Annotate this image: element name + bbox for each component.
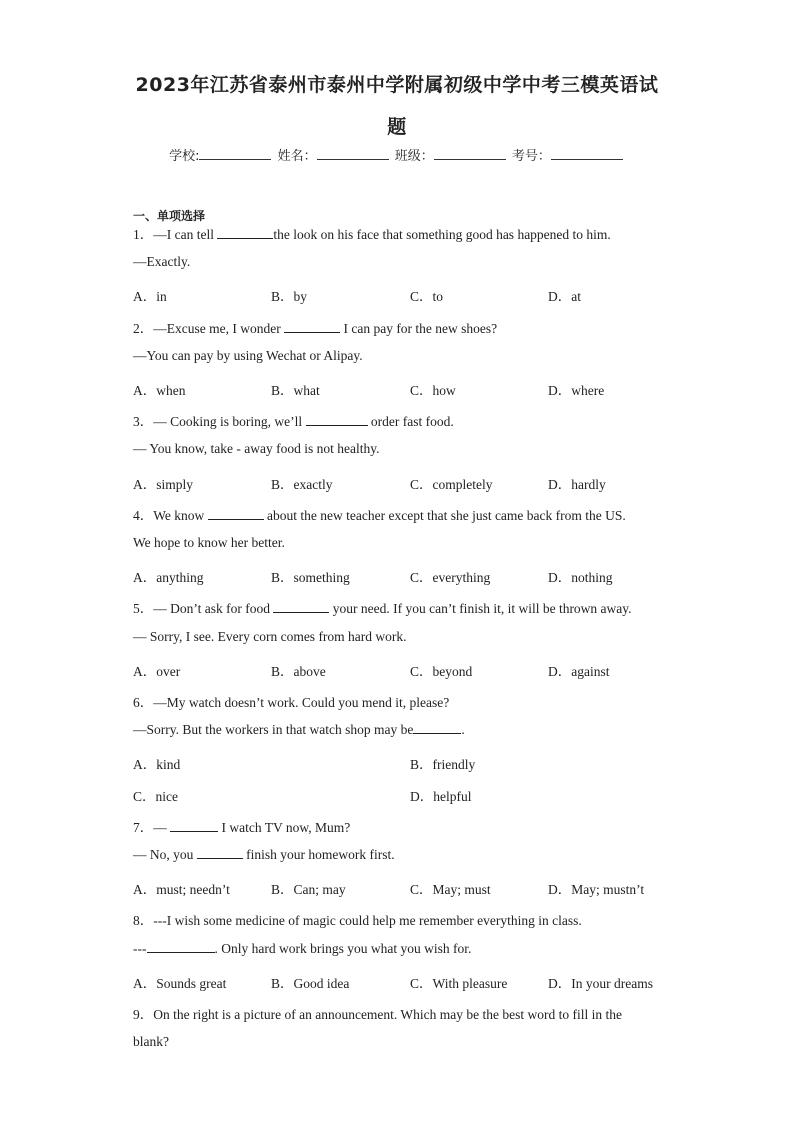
question-line xyxy=(133,254,190,270)
question-stem xyxy=(133,909,582,929)
question-text: — No, you xyxy=(133,847,197,862)
question-text: —Excuse me, I wonder xyxy=(153,321,285,336)
option-b[interactable]: B．above xyxy=(271,664,326,679)
question-text: --- xyxy=(133,941,147,956)
option-b[interactable]: B．Can; may xyxy=(271,882,346,897)
student-info-row xyxy=(0,145,794,164)
exam-number-field-label: 考号： xyxy=(511,149,551,164)
name-field-label: 姓名： xyxy=(277,149,317,164)
option-b[interactable]: B．exactly xyxy=(271,477,333,492)
option-c[interactable]: C．completely xyxy=(410,477,493,492)
option-c[interactable]: C．everything xyxy=(410,570,491,585)
question-line xyxy=(133,535,285,551)
option-a[interactable]: A．in xyxy=(133,289,167,304)
answer-blank[interactable] xyxy=(273,601,329,613)
question-line xyxy=(133,847,395,863)
question-number: 8． xyxy=(133,913,154,928)
option-b[interactable]: B．Good idea xyxy=(271,976,350,991)
name-field[interactable] xyxy=(317,147,389,160)
question-stem xyxy=(133,1003,622,1023)
question-stem xyxy=(133,317,497,337)
question-text: —You can pay by using Wechat or Alipay. xyxy=(133,348,363,363)
question-number: 3． xyxy=(133,414,154,429)
question-line xyxy=(133,629,407,645)
option-a[interactable]: A．anything xyxy=(133,570,204,585)
answer-blank[interactable] xyxy=(413,722,461,734)
question-text: I watch TV now, Mum? xyxy=(218,820,351,835)
question-number: 4． xyxy=(133,508,154,523)
question-stem xyxy=(133,410,454,430)
option-d[interactable]: D．hardly xyxy=(548,477,606,492)
option-a[interactable]: A．must; needn’t xyxy=(133,882,230,897)
option-b[interactable]: B．friendly xyxy=(410,757,476,772)
answer-blank[interactable] xyxy=(208,508,264,520)
question-text: ---I wish some medicine of magic could help me remember everything in class. xyxy=(153,913,582,928)
question-text: — xyxy=(153,820,171,835)
option-c[interactable]: C．May; must xyxy=(410,882,491,897)
question-text: —Sorry. But the workers in that watch shop may be xyxy=(133,722,414,737)
answer-blank[interactable] xyxy=(197,847,243,859)
question-text: . Only hard work brings you what you wish for. xyxy=(214,941,472,956)
question-line xyxy=(133,348,363,364)
question-text: I can pay for the new shoes? xyxy=(340,321,498,336)
class-field-label: 班级： xyxy=(394,149,434,164)
option-d[interactable]: D．at xyxy=(548,289,581,304)
question-stem xyxy=(133,816,350,836)
question-text: We know xyxy=(153,508,208,523)
question-number: 1． xyxy=(133,227,154,242)
option-a[interactable]: A．Sounds great xyxy=(133,976,227,991)
exam-number-field[interactable] xyxy=(551,147,623,160)
question-text: — Sorry, I see. Every corn comes from hard work. xyxy=(133,629,407,644)
question-text: order fast food. xyxy=(367,414,454,429)
option-d[interactable]: D．nothing xyxy=(548,570,613,585)
question-text: — Cooking is boring, we’ll xyxy=(153,414,306,429)
option-b[interactable]: B．something xyxy=(271,570,350,585)
question-text: —I can tell xyxy=(153,227,218,242)
option-d[interactable]: D．where xyxy=(548,383,605,398)
question-line xyxy=(133,941,471,957)
option-a[interactable]: A．over xyxy=(133,664,181,679)
question-stem xyxy=(133,223,611,243)
question-stem xyxy=(133,597,632,617)
option-d[interactable]: D．helpful xyxy=(410,789,472,804)
option-c[interactable]: C．beyond xyxy=(410,664,473,679)
question-number: 5． xyxy=(133,601,154,616)
question-text: We hope to know her better. xyxy=(133,535,285,550)
question-number: 7． xyxy=(133,820,154,835)
option-d[interactable]: D．May; mustn’t xyxy=(548,882,645,897)
option-a[interactable]: A．when xyxy=(133,383,186,398)
question-number: 9． xyxy=(133,1007,154,1022)
option-b[interactable]: B．by xyxy=(271,289,308,304)
question-text: —My watch doesn’t work. Could you mend it, please? xyxy=(153,695,450,710)
question-text: the look on his face that something good has happened to him. xyxy=(273,227,611,242)
section-title: 一、单项选择 xyxy=(133,209,206,223)
option-a[interactable]: A．simply xyxy=(133,477,194,492)
option-c[interactable]: C．nice xyxy=(133,789,178,804)
question-text: —Exactly. xyxy=(133,254,191,269)
school-field-label: 学校: xyxy=(169,149,200,164)
answer-blank[interactable] xyxy=(170,820,218,832)
question-text: On the right is a picture of an announcement. Which may be the best word to fill in the xyxy=(153,1007,622,1022)
option-c[interactable]: C．to xyxy=(410,289,444,304)
option-a[interactable]: A．kind xyxy=(133,757,181,772)
question-line xyxy=(133,722,465,738)
option-b[interactable]: B．what xyxy=(271,383,320,398)
option-d[interactable]: D．against xyxy=(548,664,610,679)
question-text: blank? xyxy=(133,1034,169,1049)
question-line xyxy=(133,441,379,457)
question-stem xyxy=(133,504,626,524)
answer-blank[interactable] xyxy=(306,414,368,426)
question-text: your need. If you can’t finish it, it will be thrown away. xyxy=(329,601,632,616)
option-c[interactable]: C．how xyxy=(410,383,456,398)
answer-blank[interactable] xyxy=(217,227,273,239)
question-number: 6． xyxy=(133,695,154,710)
question-text: finish your homework first. xyxy=(242,847,395,862)
school-field[interactable] xyxy=(199,147,271,160)
question-text: — You know, take - away food is not healthy. xyxy=(133,441,380,456)
page-title-continued: 题 xyxy=(387,116,407,138)
question-stem xyxy=(133,691,449,711)
option-c[interactable]: C．With pleasure xyxy=(410,976,508,991)
class-field[interactable] xyxy=(434,147,506,160)
answer-blank[interactable] xyxy=(147,941,215,953)
question-text: . xyxy=(461,722,465,737)
question-text: — Don’t ask for food xyxy=(153,601,274,616)
page-title: 2023年江苏省泰州市泰州中学附属初级中学中考三模英语试 xyxy=(135,74,659,96)
question-line xyxy=(133,1034,169,1050)
question-text: about the new teacher except that she just came back from the US. xyxy=(263,508,626,523)
answer-blank[interactable] xyxy=(284,321,340,333)
question-number: 2． xyxy=(133,321,154,336)
option-d[interactable]: D．In your dreams xyxy=(548,976,653,991)
